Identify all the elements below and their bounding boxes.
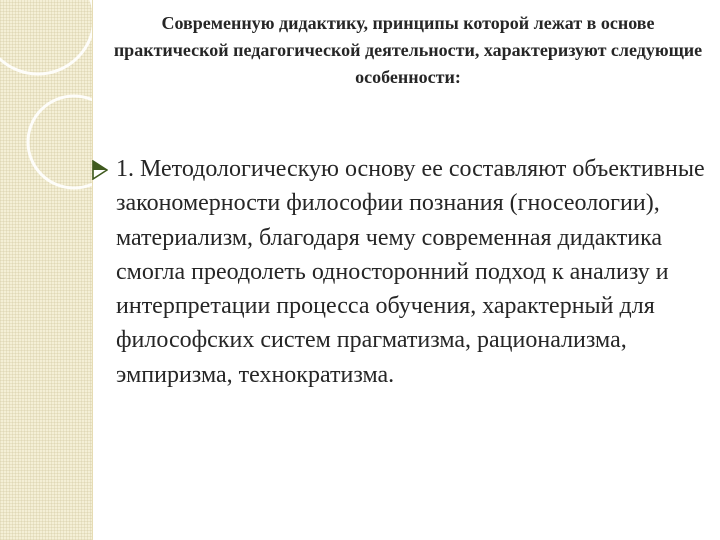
bullet-text: 1. Методологическую основу ее составляют объективные закономерности философии познания (гносеологии), материализм, благодаря чему современная дидактика смогла преодолеть односторонний подход к анализу и интерпретации процесса обучения, характерный для философских систем прагматизма, рационализма, эмпиризма, технократизма.: [116, 156, 705, 388]
side-band-divider: [92, 0, 93, 540]
decorative-rings: [0, 0, 92, 200]
arrow-bullet-icon: [92, 160, 108, 180]
slide-title: Современную дидактику, принципы которой лежат в основе практической педагогической деятельности, характеризуют следующие особенности:: [113, 13, 703, 87]
